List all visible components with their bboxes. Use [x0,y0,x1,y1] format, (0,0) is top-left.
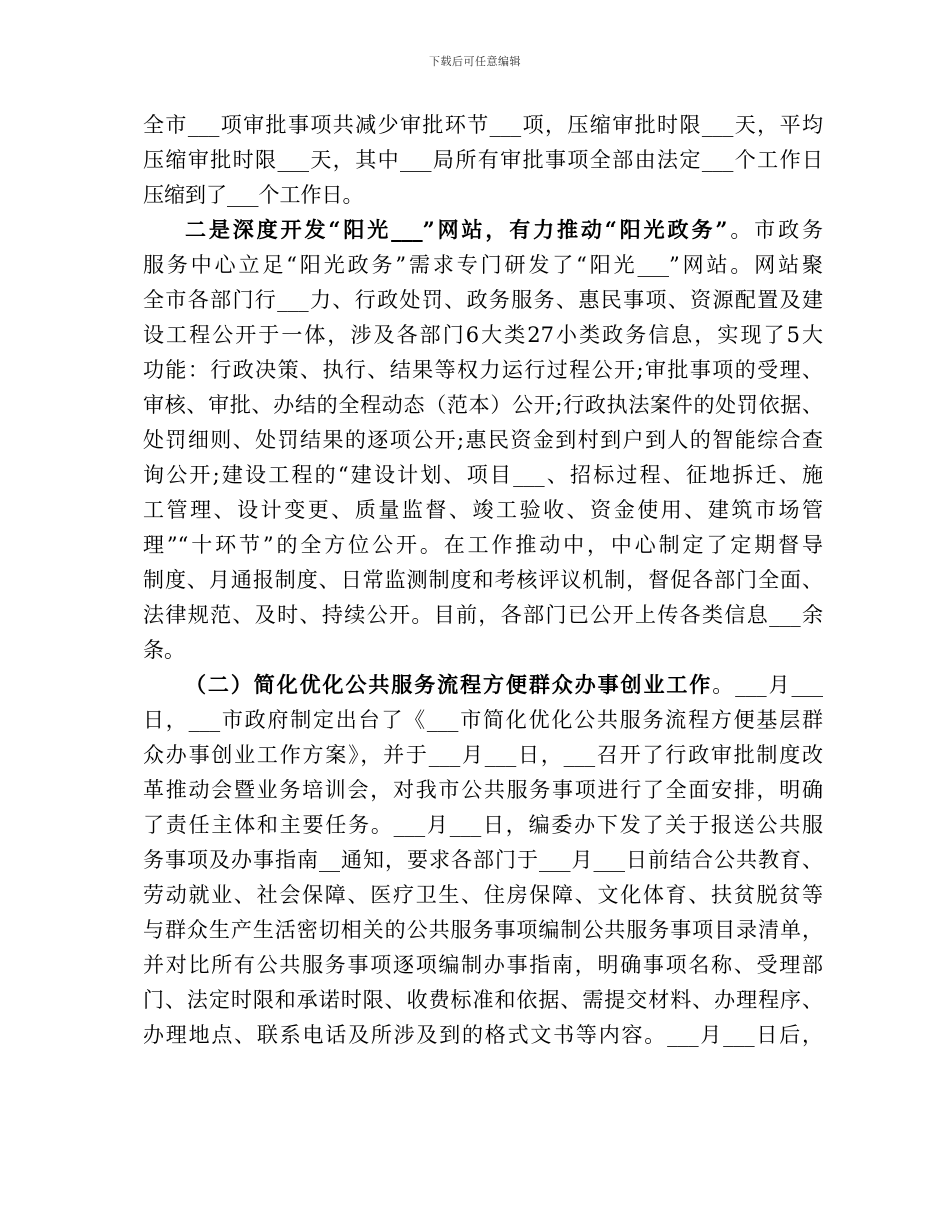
bold-text: 二是深度开发“阳光___”网站，有力推动“阳光政务” [185,217,728,242]
text-line [143,950,823,980]
text-run: 务事项及办事指南__通知，要求各部门于___月___日前结合公共教育、 [143,848,823,872]
text-line [143,180,823,210]
text-run: 办理地点、联系电话及所涉及到的格式文书等内容。___月___日后， [143,1023,823,1047]
text-line [143,110,823,140]
text-run: 审核、审批、办结的全程动态（范本）公开;行政执法案件的处罚依据、 [143,393,823,417]
text-run: 法律规范、及时、持续公开。目前，各部门已公开上传各类信息___余 [143,603,823,627]
text-line [143,985,823,1015]
text-run: 与群众生产生活密切相关的公共服务事项编制公共服务事项目录清单， [143,918,823,942]
text-run: 条。 [143,638,185,662]
text-run: 并对比所有公共服务事项逐项编制办事指南，明确事项名称、受理部 [143,953,823,977]
bold-text: （二）简化优化公共服务流程方便群众办事创业工作 [185,672,713,697]
text-run: 劳动就业、社会保障、医疗卫生、住房保障、文化体育、扶贫脱贫等 [143,883,823,907]
text-run: 。市政务 [727,218,823,242]
text-line [143,845,823,875]
text-line [143,495,823,525]
text-line [143,460,823,490]
text-line [143,425,823,455]
text-run: 处罚细则、处罚结果的逐项公开;惠民资金到村到户到人的智能综合查 [143,428,823,452]
text-line [143,810,823,840]
text-line [143,880,823,910]
text-line [143,600,823,630]
text-line [143,145,823,175]
text-run: 革推动会暨业务培训会，对我市公共服务事项进行了全面安排，明确 [143,778,823,802]
text-line [143,530,823,560]
text-run: 众办事创业工作方案》，并于___月___日，___召开了行政审批制度改 [143,743,823,767]
text-run: 全市各部门行___力、行政处罚、政务服务、惠民事项、资源配置及建 [143,288,823,312]
text-run: 设工程公开于一体，涉及各部门6大类27小类政务信息，实现了5大 [143,323,823,347]
page-header: 下载后可任意编辑 [429,55,521,68]
text-run: 日，___市政府制定出台了《___市简化优化公共服务流程方便基层群 [143,708,823,732]
text-line [185,215,823,245]
text-line [143,390,823,420]
text-run: 工管理、设计变更、质量监督、竣工验收、资金使用、建筑市场管 [143,498,823,522]
text-line [143,915,823,945]
text-run: 功能：行政决策、执行、结果等权力运行过程公开;审批事项的受理、 [143,358,823,382]
text-line [143,320,823,350]
text-line [185,670,823,700]
text-line [143,285,823,315]
text-run: 压缩审批时限___天，其中___局所有审批事项全部由法定___个工作日 [143,148,823,172]
text-run: 。___月___ [712,673,824,697]
text-run: 了责任主体和主要任务。___月___日，编委办下发了关于报送公共服 [143,813,823,837]
text-run: 制度、月通报制度、日常监测制度和考核评议机制，督促各部门全面、 [143,568,823,592]
text-run: 全市___项审批事项共减少审批环节___项，压缩审批时限___天，平均 [143,113,823,137]
text-line [143,775,823,805]
text-run: 服务中心立足“阳光政务”需求专门研发了“阳光___”网站。网站聚 [143,253,823,277]
text-line [143,565,823,595]
text-run: 门、法定时限和承诺时限、收费标准和依据、需提交材料、办理程序、 [143,988,823,1012]
text-run: 压缩到了___个工作日。 [143,183,364,207]
text-run: 询公开;建设工程的“建设计划、项目___、招标过程、征地拆迁、施 [143,463,823,487]
text-line [143,635,823,665]
text-line [143,740,823,770]
text-line [143,355,823,385]
text-line [143,250,823,280]
text-line [143,1020,823,1050]
text-line [143,705,823,735]
text-run: 理”“十环节”的全方位公开。在工作推动中，中心制定了定期督导 [143,533,823,557]
